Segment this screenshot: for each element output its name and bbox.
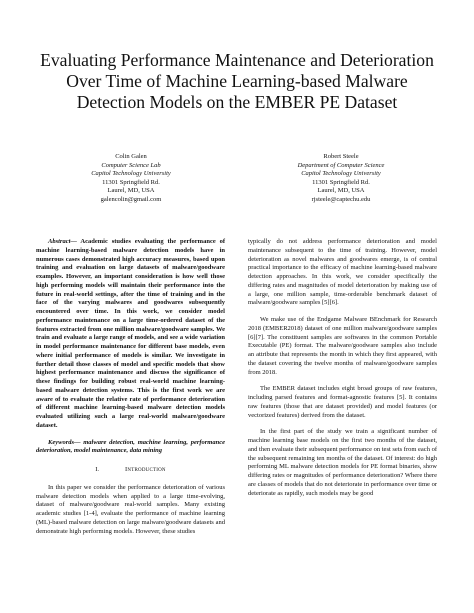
keywords-text: malware detection, machine learning, performance deterioration, model maintenance, data mining [36, 438, 225, 455]
keywords-lead: Keywords— [48, 438, 81, 446]
author-address-line-2: Laurel, MD, USA [317, 187, 365, 195]
paragraph-gap [248, 420, 437, 428]
abstract-lead: Abstract— [48, 238, 77, 245]
right-column [248, 238, 437, 498]
section-number: I. [95, 466, 100, 473]
author-name: Colin Galen [115, 153, 147, 160]
author-name: Robert Steele [323, 153, 359, 160]
author-dept: Department of Computer Science [297, 161, 385, 169]
author-block-2 [266, 153, 416, 205]
author-org: Capitol Technology University [301, 170, 381, 178]
author-email: rjsteele@captechu.edu [311, 195, 371, 203]
paper-title: Evaluating Performance Maintenance and Deterioration Over Time of Machine Learning-based Malware Detection Models on the EMBER PE Dataset [40, 50, 434, 112]
author-address-line-1: 11301 Springfield Rd. [102, 178, 160, 186]
author-address-line-1: 11301 Springfield Rd. [312, 178, 370, 186]
body-paragraph: We make use of the Endgame Malware BEnchmark for Research 2018 (EMBER2018) dataset of one million malware/goodware samples [6][7]. The constituent samples are softwares in the common Portable Executable (PE) format. The malware/goodware samples also include an attribute that represents the month in which they first appeared, with the dataset covering the twelve months of malware/goodware samples from 2018. [248, 316, 437, 376]
author-email: galencolin@gmail.com [100, 195, 162, 203]
left-column [36, 238, 225, 536]
keywords [36, 439, 225, 457]
author-address-line-2: Laurel, MD, USA [107, 187, 155, 195]
author-org: Capitol Technology University [91, 170, 171, 178]
abstract-text: Academic studies evaluating the performance of machine learning-based malware detection models have in numerous cases demonstrated high accuracy measures, based upon training and evaluation on large datasets of malware/goodware examples. However, an important consideration is how well those high performing models will maintain their performance into the future in real-world settings, after the time of training and in the face of the varying malwares and goodwares subsequently encountered over time. In this work, we consider model performance maintenance on a large time-ordered dataset of the features extracted from one million malware/goodware samples. We train and evaluate a large range of models, and see a wide variation in model performance maintenance for different base models, even where initial performance of models is similar. We investigate in further detail those classes of model and specific models that show highest performance maintenance and discuss the significance of these findings for building robust real-world machine learning-based malware detection systems. This is the first work we are aware of to evaluate the relative rate of performance deterioration of different machine learning-based malware detection models evaluated utilizing such a large real-world malware/goodware dataset. [36, 238, 225, 429]
section-heading [36, 466, 225, 475]
body-paragraph: In the first part of the study we train a significant number of machine learning base models on the first two months of the dataset, and then evaluate their subsequent performance on test sets from each of the subsequent remaining ten months of the dataset. Of interest: do high performing ML malware detection models for PE format binaries, show differing rates or magnitudes of performance deterioration? Where there are classes of models that do not deteriorate in performance over time or deteriorate as rapidly, such models may be good [248, 428, 437, 497]
author-dept: Computer Science Lab [101, 161, 161, 169]
paragraph-gap [248, 308, 437, 316]
paragraph-gap [248, 377, 437, 385]
abstract [36, 238, 225, 431]
body-paragraph: typically do not address performance deterioration and model maintenance subsequent to the time of training. However, model deterioration as novel malwares and goodwares emerge, is of central practical importance to the efficacy of machine learning-based malware detection approaches. In this work, we consider specifically the differing rates and magnitudes of model deterioration by making use of a large, one million sample, time-orderable benchmark dataset of malware/goodware samples [5][6]. [248, 238, 437, 307]
author-block-1 [56, 153, 206, 205]
body-paragraph: The EMBER dataset includes eight broad groups of raw features, including parsed features and format-agnostic features [5]. It contains raw features (those that are dataset provided) and model features (or vectorized features) derived from the dataset. [248, 385, 437, 419]
section-title: Introduction [125, 466, 166, 473]
body-paragraph: In this paper we consider the performance deterioration of various malware detection models when applied to a large time-evolving, dataset of malware/goodware real-world samples. Many existing academic studies [1-4], evaluate the performance of machine learning (ML)-based malware detection on large malware/goodware datasets and demonstrate high performing models. However, these studies [36, 483, 225, 535]
